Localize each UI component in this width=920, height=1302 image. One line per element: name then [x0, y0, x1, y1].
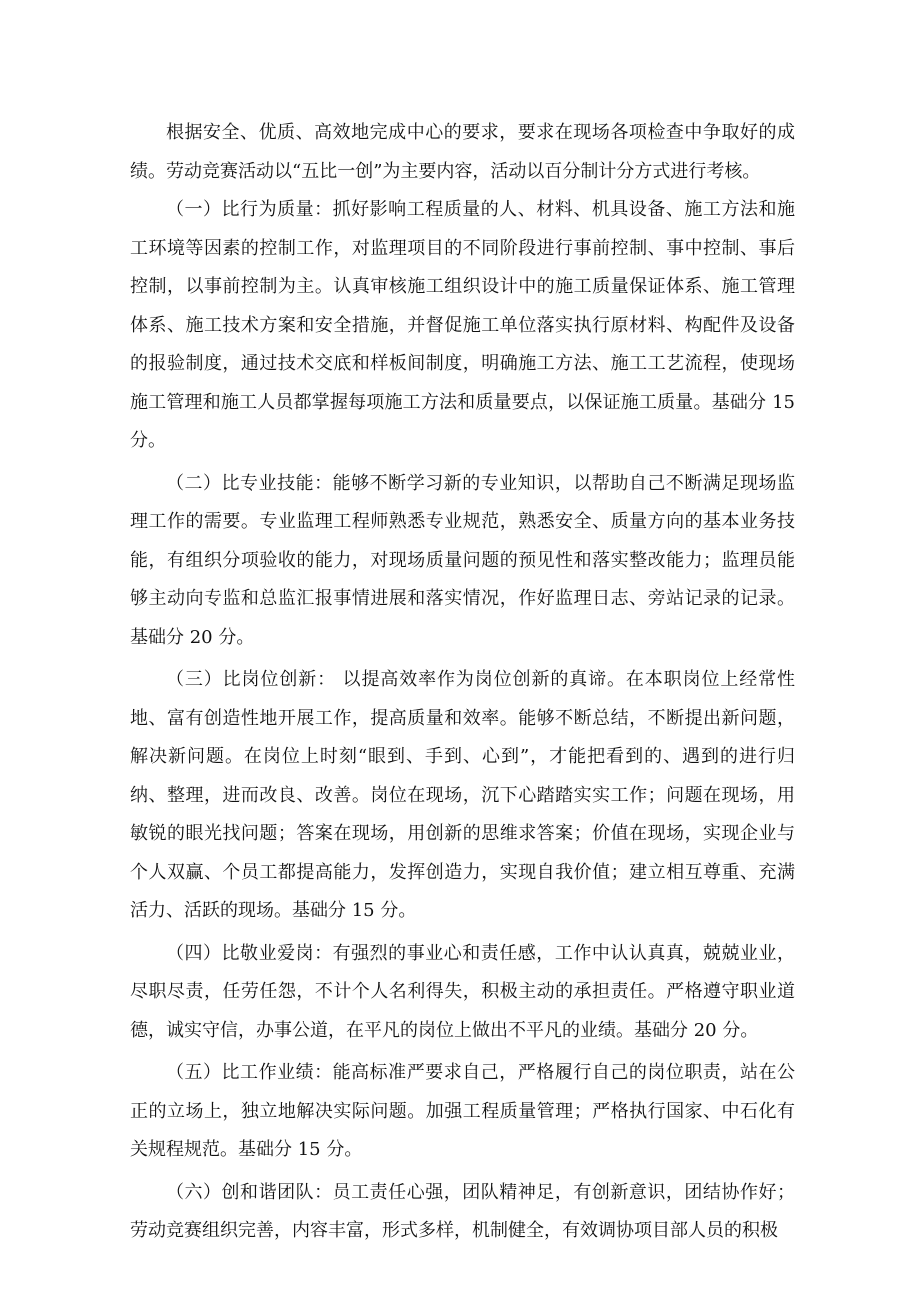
paragraph-professional-skills: （二）比专业技能：能够不断学习新的专业知识，以帮助自己不断满足现场监理工作的需要。专业监理工程师熟悉专业规范，熟悉安全、质量方向的基本业务技能，有组织分项验收的能力，对现场质量问题的预见性和落实整改能力；监理员能够主动向专监和总监汇报事情进展和落实情况，作好监理日志、旁站记录的记录。基础分 20 分。	[130, 472, 795, 648]
document-body	[130, 114, 795, 1251]
paragraph-dedication: （四）比敬业爱岗：有强烈的事业心和责任感，工作中认认真真，兢兢业业，尽职尽责，任劳任怨，不计个人名利得失，积极主动的承担责任。严格遵守职业道德，诚实守信，办事公道，在平凡的岗位上做出不平凡的业绩。基础分 20 分。	[130, 942, 795, 1041]
paragraph-work-performance: （五）比工作业绩：能高标准严要求自己，严格履行自己的岗位职责，站在公正的立场上，独立地解决实际问题。加强工程质量管理；严格执行国家、中石化有关规程规范。基础分 15 分。	[130, 1062, 795, 1160]
paragraph-harmonious-team: （六）创和谐团队：员工责任心强，团队精神足，有创新意识，团结协作好；劳动竞赛组织完善，内容丰富，形式多样，机制健全，有效调协项目部人员的积极	[130, 1181, 795, 1241]
paragraph-behavior-quality: （一）比行为质量：抓好影响工程质量的人、材料、机具设备、施工方法和施工环境等因素的控制工作，对监理项目的不同阶段进行事前控制、事中控制、事后控制，以事前控制为主。认真审核施工组织设计中的施工质量保证体系、施工管理体系、施工技术方案和安全措施，并督促施工单位落实执行原材料、构配件及设备的报验制度，通过技术交底和样板间制度，明确施工方法、施工工艺流程，使现场施工管理和施工人员都掌握每项施工方法和质量要点，以保证施工质量。基础分 15 分。	[130, 199, 795, 451]
paragraph-post-innovation: （三）比岗位创新： 以提高效率作为岗位创新的真谛。在本职岗位上经常性地、富有创造性地开展工作，提高质量和效率。能够不断总结，不断提出新问题，解决新问题。在岗位上时刻“眼到、手到、心到”，才能把看到的、遇到的进行归纳、整理，进而改良、改善。岗位在现场，沉下心踏踏实实工作；问题在现场，用敏锐的眼光找问题；答案在现场，用创新的思维求答案；价值在现场，实现企业与个人双赢、个员工都提高能力，发挥创造力，实现自我价值；建立相互尊重、充满活力、活跃的现场。基础分 15 分。	[130, 669, 795, 921]
paragraph-intro: 根据安全、优质、高效地完成中心的要求，要求在现场各项检查中争取好的成绩。劳动竞赛活动以“五比一创”为主要内容，活动以百分制计分方式进行考核。	[130, 122, 795, 182]
